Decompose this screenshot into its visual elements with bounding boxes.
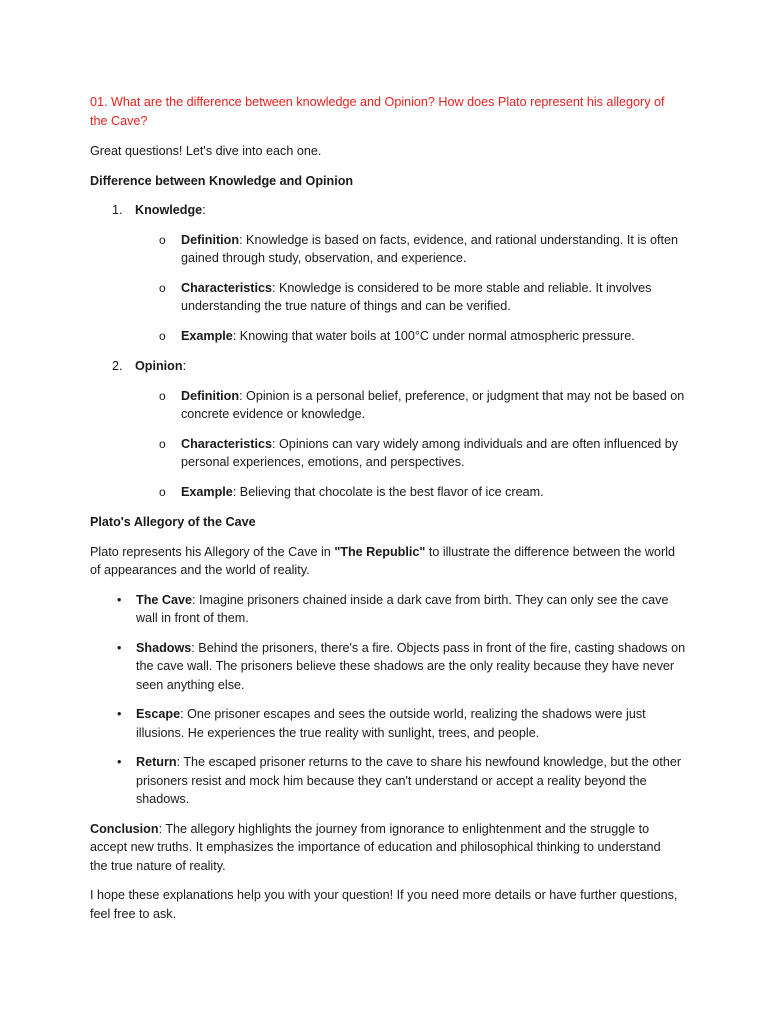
sub-item-text: : Knowing that water boils at 100°C under normal atmospheric pressure. xyxy=(232,328,635,343)
sub-item-text: : Opinion is a personal belief, preference, or judgment that may not be based on concrete evidence or knowledge. xyxy=(181,388,685,421)
allegory-bullet-list xyxy=(90,591,708,809)
closing-paragraph: I hope these explanations help you with your question! If you need more details or have further questions, feel free to ask. xyxy=(90,888,678,921)
sub-item-label: Characteristics xyxy=(181,436,273,451)
sub-item-text: : Opinions can vary widely among individuals and are often influenced by personal experiences, emotions, and perspectives. xyxy=(181,436,679,469)
sub-item-text: : Knowledge is considered to be more stable and reliable. It involves understanding the true nature of things and can be verified. xyxy=(181,280,652,313)
bullet-item-cave xyxy=(90,591,688,628)
sub-item-example xyxy=(135,327,691,346)
conclusion-text: : The allegory highlights the journey from ignorance to enlightenment and the struggle to accept new truths. It emphasizes the importance of education and philosophical thinking to understand the true nature of reality. xyxy=(90,821,661,873)
list-item-title-bold: Knowledge xyxy=(135,203,203,217)
section-heading-knowledge-opinion: Difference between Knowledge and Opinion xyxy=(90,173,354,188)
list-item-title xyxy=(135,357,708,376)
list-item-title-suffix: : xyxy=(182,359,187,373)
intro-text: Great questions! Let's dive into each one. xyxy=(90,144,322,158)
list-number: 2. xyxy=(112,359,123,373)
allegory-intro-after: to illustrate the difference between the world of appearances and the world of reality. xyxy=(90,544,676,577)
bullet-item-label: The Cave xyxy=(136,592,192,607)
circle-bullet-icon: o xyxy=(159,232,166,247)
sub-item-label: Example xyxy=(181,484,233,499)
bullet-item-text: : Behind the prisoners, there's a fire. Objects pass in front of the fire, casting shadows on the cave wall. The prisoners believe these shadows are the only reality because they have never seen anything else. xyxy=(136,640,686,692)
circle-bullet-icon: o xyxy=(159,388,166,403)
bullet-dot-icon: • xyxy=(117,707,122,721)
sub-item-label: Definition xyxy=(181,232,240,247)
circle-bullet-icon: o xyxy=(159,484,166,499)
bullet-item-text: : Imagine prisoners chained inside a dark cave from birth. They can only see the cave wall in front of them. xyxy=(136,592,669,625)
list-number: 1. xyxy=(112,203,123,217)
sub-item-text: : Believing that chocolate is the best flavor of ice cream. xyxy=(232,484,544,499)
bullet-dot-icon: • xyxy=(117,640,122,655)
circle-bullet-icon: o xyxy=(159,280,166,295)
sub-item-text: : Knowledge is based on facts, evidence, and rational understanding. It is often gained through study, observation, and experience. xyxy=(181,232,679,265)
numbered-list xyxy=(90,201,708,501)
section-heading-allegory: Plato's Allegory of the Cave xyxy=(90,515,256,529)
list-item-title-bold: Opinion xyxy=(135,359,183,373)
allegory-intro-before: Plato represents his Allegory of the Cave in xyxy=(90,544,335,559)
sub-item-label: Example xyxy=(181,328,233,343)
bullet-item-text: : One prisoner escapes and sees the outside world, realizing the shadows were just illusions. He experiences the true reality with sunlight, trees, and people. xyxy=(136,707,646,740)
bullet-item-label: Escape xyxy=(136,707,181,721)
sub-item-label: Definition xyxy=(181,388,240,403)
sub-item-characteristics xyxy=(135,435,691,472)
bullet-dot-icon: • xyxy=(117,755,122,769)
bullet-item-label: Shadows xyxy=(136,640,192,655)
sub-list-knowledge xyxy=(135,231,708,346)
list-item-opinion xyxy=(90,357,708,501)
sub-item-definition xyxy=(135,231,691,268)
sub-item-characteristics xyxy=(135,279,691,316)
sub-item-example xyxy=(135,483,691,502)
conclusion-label: Conclusion xyxy=(90,821,159,836)
bullet-item-label: Return xyxy=(136,755,177,769)
allegory-intro-book-title: "The Republic" xyxy=(334,544,426,559)
bullet-item-shadows xyxy=(90,639,688,695)
list-item-knowledge xyxy=(90,201,708,345)
conclusion-paragraph xyxy=(90,820,680,876)
circle-bullet-icon: o xyxy=(159,436,166,451)
sub-list-opinion xyxy=(135,387,708,502)
bullet-item-text: : The escaped prisoner returns to the cave to share his newfound knowledge, but the other prisoners resist and mock him because they can't understand or accept a reality beyond the shadows. xyxy=(136,755,682,806)
circle-bullet-icon: o xyxy=(159,328,166,343)
question-text: 01. What are the difference between knowledge and Opinion? How does Plato represent his allegory of the Cave? xyxy=(90,95,665,128)
bullet-dot-icon: • xyxy=(117,592,122,607)
bullet-item-return xyxy=(90,753,688,809)
list-item-title-suffix: : xyxy=(202,203,206,217)
sub-item-label: Characteristics xyxy=(181,280,273,295)
allegory-intro-paragraph xyxy=(90,543,680,580)
sub-item-definition xyxy=(135,387,691,424)
bullet-item-escape xyxy=(90,705,688,742)
list-item-title xyxy=(135,201,708,220)
